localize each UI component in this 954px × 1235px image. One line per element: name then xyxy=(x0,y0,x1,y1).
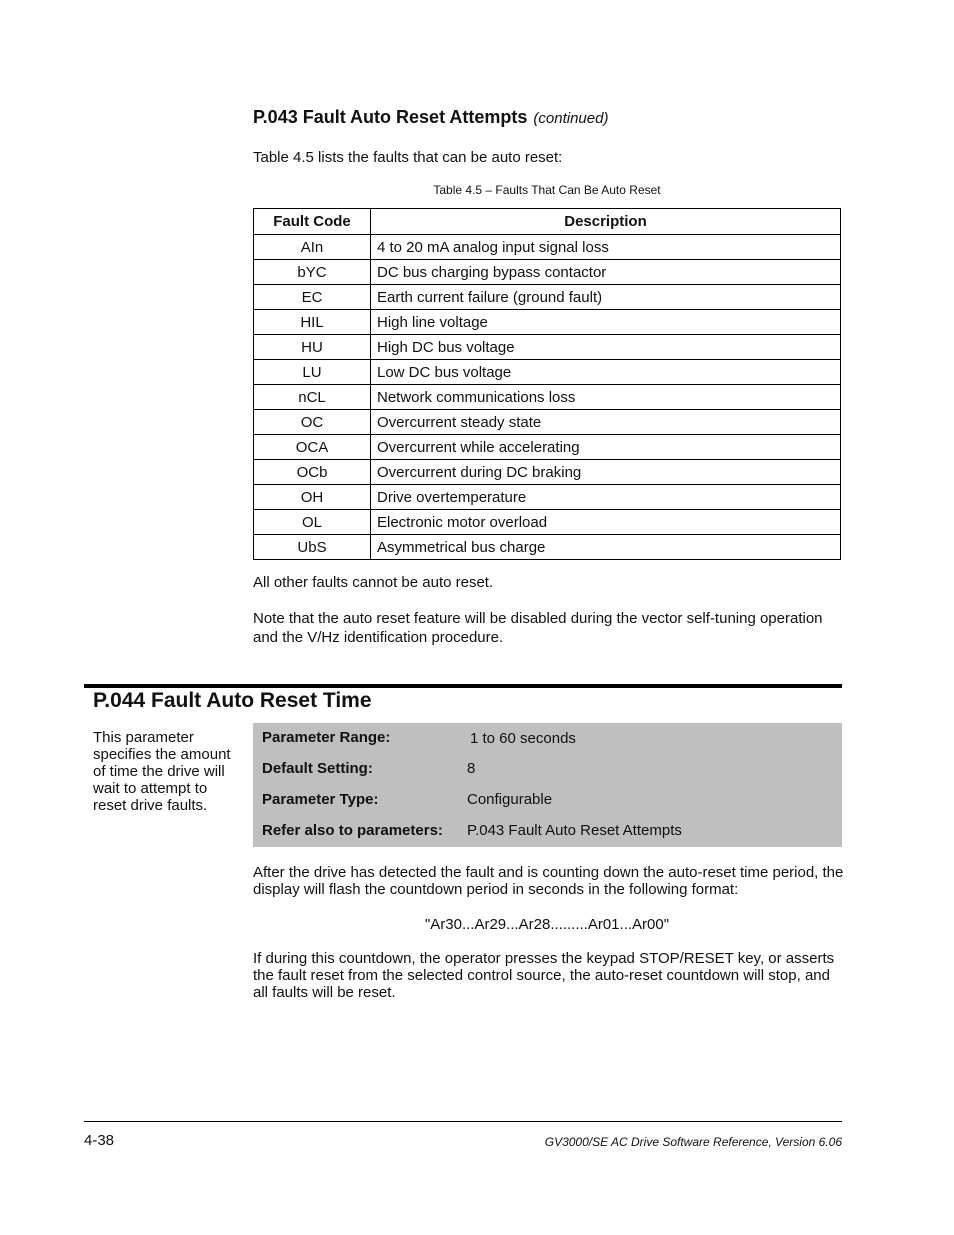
table-row xyxy=(254,535,841,560)
param-label: Parameter Type: xyxy=(262,791,379,808)
table-row xyxy=(254,510,841,535)
fault-code-cell: OCb xyxy=(254,460,371,485)
fault-code-cell: HIL xyxy=(254,310,371,335)
description-cell: DC bus charging bypass contactor xyxy=(371,260,841,285)
section-divider xyxy=(84,684,842,688)
description-cell: Electronic motor overload xyxy=(371,510,841,535)
section-title-text: P.043 Fault Auto Reset Attempts xyxy=(253,107,528,127)
countdown-format: "Ar30...Ar29...Ar28.........Ar01...Ar00" xyxy=(424,916,670,933)
fault-code-cell: UbS xyxy=(254,535,371,560)
description-cell: Overcurrent steady state xyxy=(371,410,841,435)
description-cell: Overcurrent while accelerating xyxy=(371,435,841,460)
fault-code-cell: LU xyxy=(254,360,371,385)
note-text: Note that the auto reset feature will be disabled during the vector self-tuning operation and the V/Hz identification procedure. xyxy=(253,610,823,646)
param-label: Refer also to parameters: xyxy=(262,822,443,839)
faults-table xyxy=(253,208,841,560)
table-row xyxy=(254,310,841,335)
after-table-text: All other faults cannot be auto reset. xyxy=(253,574,494,591)
countdown-explanation: After the drive has detected the fault and is counting down the auto-reset time period, the display will flash the countdown period in seconds in the following format: xyxy=(253,864,844,898)
description-cell: Overcurrent during DC braking xyxy=(371,460,841,485)
column-header-description: Description xyxy=(371,209,841,235)
description-cell: Asymmetrical bus charge xyxy=(371,535,841,560)
table-row xyxy=(254,235,841,260)
param-label: Parameter Range: xyxy=(262,729,391,746)
fault-code-cell: HU xyxy=(254,335,371,360)
document-title: GV3000/SE AC Drive Software Reference, Version 6.06 xyxy=(544,1135,842,1149)
table-row xyxy=(254,385,841,410)
description-cell: High DC bus voltage xyxy=(371,335,841,360)
table-intro: Table 4.5 lists the faults that can be auto reset: xyxy=(253,149,563,166)
description-cell: Low DC bus voltage xyxy=(371,360,841,385)
description-cell: Network communications loss xyxy=(371,385,841,410)
table-header-row xyxy=(254,209,841,235)
table-row xyxy=(254,285,841,310)
param-label: Default Setting: xyxy=(262,760,373,777)
table-row xyxy=(254,460,841,485)
column-header-fault-code: Fault Code xyxy=(254,209,371,235)
table-row xyxy=(254,410,841,435)
table-row xyxy=(254,335,841,360)
parameter-info-box xyxy=(253,723,842,847)
footer-divider xyxy=(84,1121,842,1122)
fault-code-cell: EC xyxy=(254,285,371,310)
continued-label: (continued) xyxy=(533,110,609,127)
fault-code-cell: OC xyxy=(254,410,371,435)
page-number: 4-38 xyxy=(84,1132,115,1149)
description-cell: 4 to 20 mA analog input signal loss xyxy=(371,235,841,260)
table-caption: Table 4.5 – Faults That Can Be Auto Reset xyxy=(433,183,661,197)
section-title-p044: P.044 Fault Auto Reset Time xyxy=(93,689,372,712)
fault-code-cell: bYC xyxy=(254,260,371,285)
table-row xyxy=(254,360,841,385)
parameter-description: This parameter specifies the amount of time the drive will wait to attempt to reset drive faults. xyxy=(93,729,231,814)
fault-code-cell: OH xyxy=(254,485,371,510)
param-value: 8 xyxy=(467,760,476,777)
reset-explanation: If during this countdown, the operator presses the keypad STOP/RESET key, or asserts the fault reset from the selected control source, the auto-reset countdown will stop, and all faults will be reset. xyxy=(253,950,835,1001)
section-title-p043 xyxy=(253,107,608,128)
table-row xyxy=(254,435,841,460)
description-cell: High line voltage xyxy=(371,310,841,335)
param-value: 1 to 60 seconds xyxy=(470,730,576,747)
fault-code-cell: AIn xyxy=(254,235,371,260)
table-row xyxy=(254,485,841,510)
fault-code-cell: OCA xyxy=(254,435,371,460)
param-value: Configurable xyxy=(467,791,553,808)
description-cell: Drive overtemperature xyxy=(371,485,841,510)
fault-code-cell: OL xyxy=(254,510,371,535)
table-row xyxy=(254,260,841,285)
description-cell: Earth current failure (ground fault) xyxy=(371,285,841,310)
param-value: P.043 Fault Auto Reset Attempts xyxy=(467,822,682,839)
fault-code-cell: nCL xyxy=(254,385,371,410)
